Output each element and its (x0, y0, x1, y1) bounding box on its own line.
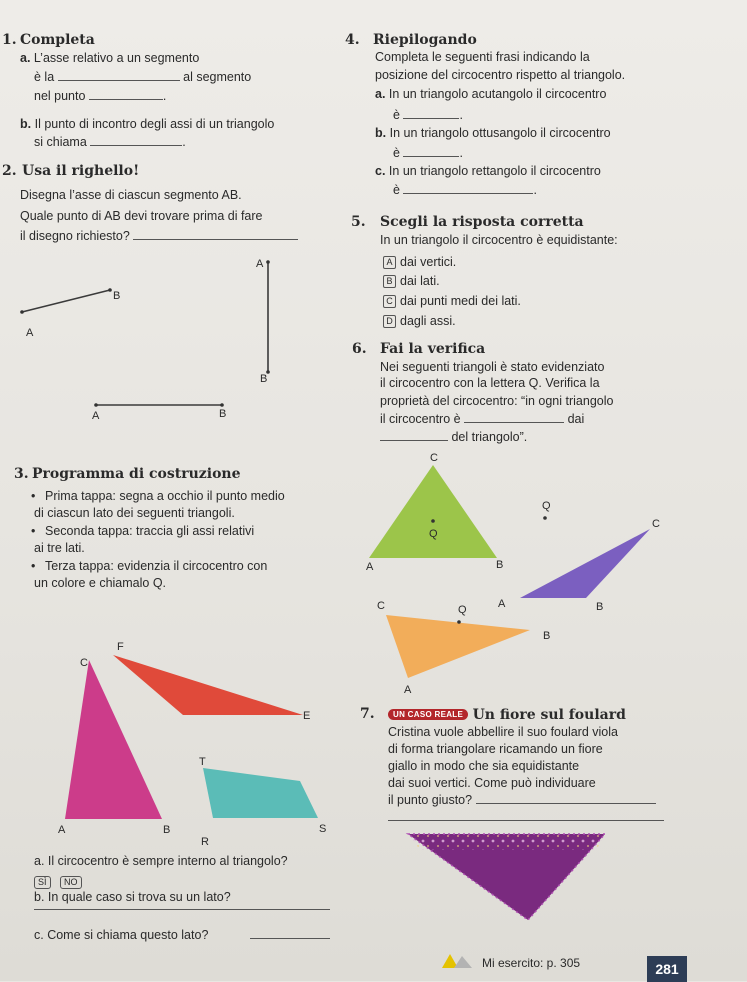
point-a-3 (94, 403, 98, 407)
ex7-number: 7. (360, 706, 375, 722)
circumcenter-purple (543, 516, 547, 520)
ex4-a-answer: è . (393, 108, 463, 122)
ex4-a-letter: a. (375, 87, 386, 101)
ex7-blank1[interactable] (476, 792, 656, 804)
ex7-answer-line[interactable] (388, 820, 664, 821)
ex1-a-pre3: nel punto (34, 89, 86, 103)
ex4-intro2: posizione del circocentro rispetto al triangolo. (375, 68, 626, 82)
label-q-green: Q (429, 528, 438, 540)
triangle-green (369, 465, 497, 558)
ex5-option-c[interactable] (383, 293, 521, 309)
ex4-c (375, 163, 601, 179)
ex6-line2: il circocentro con la lettera Q. Verifica la (380, 376, 600, 390)
ex3-step1-line1: • Prima tappa: segna a occhio il punto medio (45, 488, 285, 504)
label-a-1: A (26, 327, 34, 339)
ex1-a-line2 (34, 69, 251, 85)
ex1-a-text: L’asse relativo a un segmento (33, 51, 200, 65)
ex3-triangles (0, 630, 340, 840)
ex7-line5 (388, 792, 656, 808)
ex5-intro: In un triangolo il circocentro è equidistante: (380, 233, 618, 247)
ex4-a-blank[interactable] (403, 107, 459, 119)
ex1-a-pre: è la (34, 70, 55, 84)
ex7-line3: giallo in modo che sia equidistante (388, 759, 580, 773)
ex4-c-letter: c. (375, 164, 386, 178)
ex3-step3-line2: un colore e chiamalo Q. (34, 576, 167, 590)
label-r-teal: R (201, 836, 209, 848)
option-a-text: dai vertici. (400, 255, 457, 269)
ex3-question-a: a. Il circocentro è sempre interno al triangolo? (34, 854, 288, 868)
ex3-answer-b-line[interactable] (34, 909, 330, 910)
ex6-number: 6. (352, 341, 367, 357)
triangle-def-red (113, 655, 303, 715)
ex3-question-b: b. In quale caso si trova su un lato? (34, 890, 231, 904)
ex4-intro1: Completa le seguenti frasi indicando la (375, 50, 590, 64)
ex6-line1: Nei seguenti triangoli è stato evidenziato (380, 360, 605, 374)
ex1-b-pre: si chiama (34, 135, 87, 149)
circumcenter-orange (457, 620, 461, 624)
ex5-number: 5. (351, 214, 366, 230)
ex1-b-line2: si chiama . (34, 135, 186, 149)
ex4-a-text: In un triangolo acutangolo il circocentro (388, 87, 607, 101)
label-b-pink: B (163, 824, 171, 836)
ex6-title: Fai la verifica (380, 341, 486, 357)
option-d-box[interactable]: D (383, 315, 396, 328)
ex3-si-no (34, 873, 88, 889)
ex4-number: 4. (345, 32, 360, 48)
ex6-line4 (380, 411, 584, 427)
option-b-box[interactable]: B (383, 275, 396, 288)
ex4-c-e: è (393, 183, 400, 197)
ex1-a-letter: a. (20, 51, 31, 65)
ex7-line1: Cristina vuole abbellire il suo foulard viola (388, 725, 618, 739)
ex2-number: 2. (2, 163, 17, 179)
label-b-orange: B (543, 630, 551, 642)
label-b-2: B (260, 373, 268, 385)
ex1-a-post: al segmento (183, 70, 252, 84)
ex1-b-blank[interactable] (90, 134, 182, 146)
segment-ab-1 (22, 290, 110, 312)
ex3-question-c: c. Come si chiama questo lato? (34, 928, 209, 942)
label-b-purple: B (596, 601, 604, 613)
ex1-a-blank2[interactable] (89, 88, 163, 100)
label-c-green: C (430, 452, 438, 464)
ex5-title: Scegli la risposta corretta (380, 214, 584, 230)
ex4-b-blank[interactable] (403, 145, 459, 157)
ex2-line3-text: il disegno richiesto? (20, 229, 130, 243)
ex4-b (375, 125, 611, 141)
label-f-red: F (117, 641, 124, 653)
label-a-orange: A (404, 684, 412, 696)
point-a-2 (266, 260, 270, 264)
ex4-c-answer: è . (393, 183, 537, 197)
no-option[interactable]: NO (60, 876, 82, 889)
triangle-orange (386, 615, 530, 678)
foulard-illustration (400, 828, 700, 938)
circumcenter-green (431, 519, 435, 523)
ex3-title: Programma di costruzione (32, 466, 241, 482)
ex4-a-e: è (393, 108, 400, 122)
label-q-orange: Q (458, 604, 467, 616)
ex3-step3-line1: • Terza tappa: evidenzia il circocentro con (45, 558, 267, 574)
ex1-a-blank1[interactable] (58, 69, 180, 81)
label-b-green: B (496, 559, 504, 571)
ex7-last-pre: il punto giusto? (388, 793, 473, 807)
label-s-teal: S (319, 823, 327, 835)
option-c-text: dai punti medi dei lati. (400, 294, 521, 308)
page-number: 281 (647, 956, 687, 982)
ex6-line3: proprietà del circocentro: “in ogni triangolo (380, 394, 614, 408)
label-q-purple: Q (542, 500, 551, 512)
ex4-b-text: In un triangolo ottusangolo il circocentro (389, 126, 611, 140)
ex2-line1: Disegna l’asse di ciascun segmento AB. (20, 188, 242, 202)
label-b-1: B (113, 290, 121, 302)
ex6-blank1[interactable] (464, 411, 564, 423)
triangle-rst-teal (203, 768, 318, 818)
ex1-a-line3: nel punto . (34, 89, 167, 103)
ex2-title: Usa il righello! (22, 163, 140, 179)
exercise-icon (440, 950, 476, 972)
ex2-segments (0, 250, 300, 430)
option-d-text: dagli assi. (400, 314, 456, 328)
si-option[interactable]: SÌ (34, 876, 51, 889)
label-b-3: B (219, 408, 227, 420)
ex7-heading (388, 706, 626, 724)
ex4-b-e: è (393, 146, 400, 160)
ex7-title: Un fiore sul foulard (472, 707, 626, 723)
ex6-line5-post: del triangolo”. (451, 430, 528, 444)
option-a-box[interactable]: A (383, 256, 396, 269)
ex4-c-blank[interactable] (403, 182, 533, 194)
ex4-title: Riepilogando (373, 32, 477, 48)
label-e-red: E (303, 710, 311, 722)
option-c-box[interactable]: C (383, 295, 396, 308)
ex1-a-line1 (20, 50, 199, 66)
ex2-line2: Quale punto di AB devi trovare prima di fare (20, 209, 263, 223)
label-a-pink: A (58, 824, 66, 836)
ex1-b-letter: b. (20, 117, 32, 131)
triangle-purple (520, 529, 650, 598)
ex3-step2-line1: • Seconda tappa: traccia gli assi relativi (45, 523, 254, 539)
label-c-pink: C (80, 657, 88, 669)
label-a-3: A (92, 410, 100, 422)
ex6-line4-post: dai (567, 412, 585, 426)
ex3-answer-c-line[interactable] (250, 938, 330, 939)
exercise-reference[interactable]: Mi esercito: p. 305 (482, 956, 581, 970)
real-case-badge: UN CASO REALE (388, 709, 468, 720)
ex1-b-text: Il punto di incontro degli assi di un triangolo (34, 117, 275, 131)
ex7-line4: dai suoi vertici. Come può individuare (388, 776, 596, 790)
ex6-triangles (340, 440, 740, 710)
ex4-b-letter: b. (375, 126, 387, 140)
ex5-option-d[interactable] (383, 313, 456, 329)
ex4-a (375, 86, 606, 102)
ex3-number: 3. (14, 466, 29, 482)
ex3-step2-line2: ai tre lati. (34, 541, 85, 555)
ex4-b-answer: è . (393, 146, 463, 160)
ex3-step1-line2: di ciascun lato dei seguenti triangoli. (34, 506, 235, 520)
point-b-3 (220, 403, 224, 407)
ex7-line2: di forma triangolare ricamando un fiore (388, 742, 603, 756)
label-a-purple: A (498, 598, 506, 610)
ex6-line4-pre: il circocentro è (380, 412, 461, 426)
label-a-green: A (366, 561, 374, 573)
ex5-option-a[interactable] (383, 254, 456, 270)
label-c-purple: C (652, 518, 660, 530)
ex2-line3 (20, 228, 298, 244)
ex1-title: Completa (20, 32, 95, 48)
option-b-text: dai lati. (400, 274, 440, 288)
point-a-1 (20, 310, 24, 314)
label-t-teal: T (199, 756, 206, 768)
ex1-number: 1. (2, 32, 17, 48)
ex4-c-text: In un triangolo rettangolo il circocentro (388, 164, 601, 178)
label-a-2: A (256, 258, 264, 270)
ex1-b-line1 (20, 116, 274, 132)
point-b-1 (108, 288, 112, 292)
ex2-blank[interactable] (133, 228, 298, 240)
scarf-pattern (410, 835, 605, 850)
ex5-option-b[interactable] (383, 273, 440, 289)
label-c-orange: C (377, 600, 385, 612)
